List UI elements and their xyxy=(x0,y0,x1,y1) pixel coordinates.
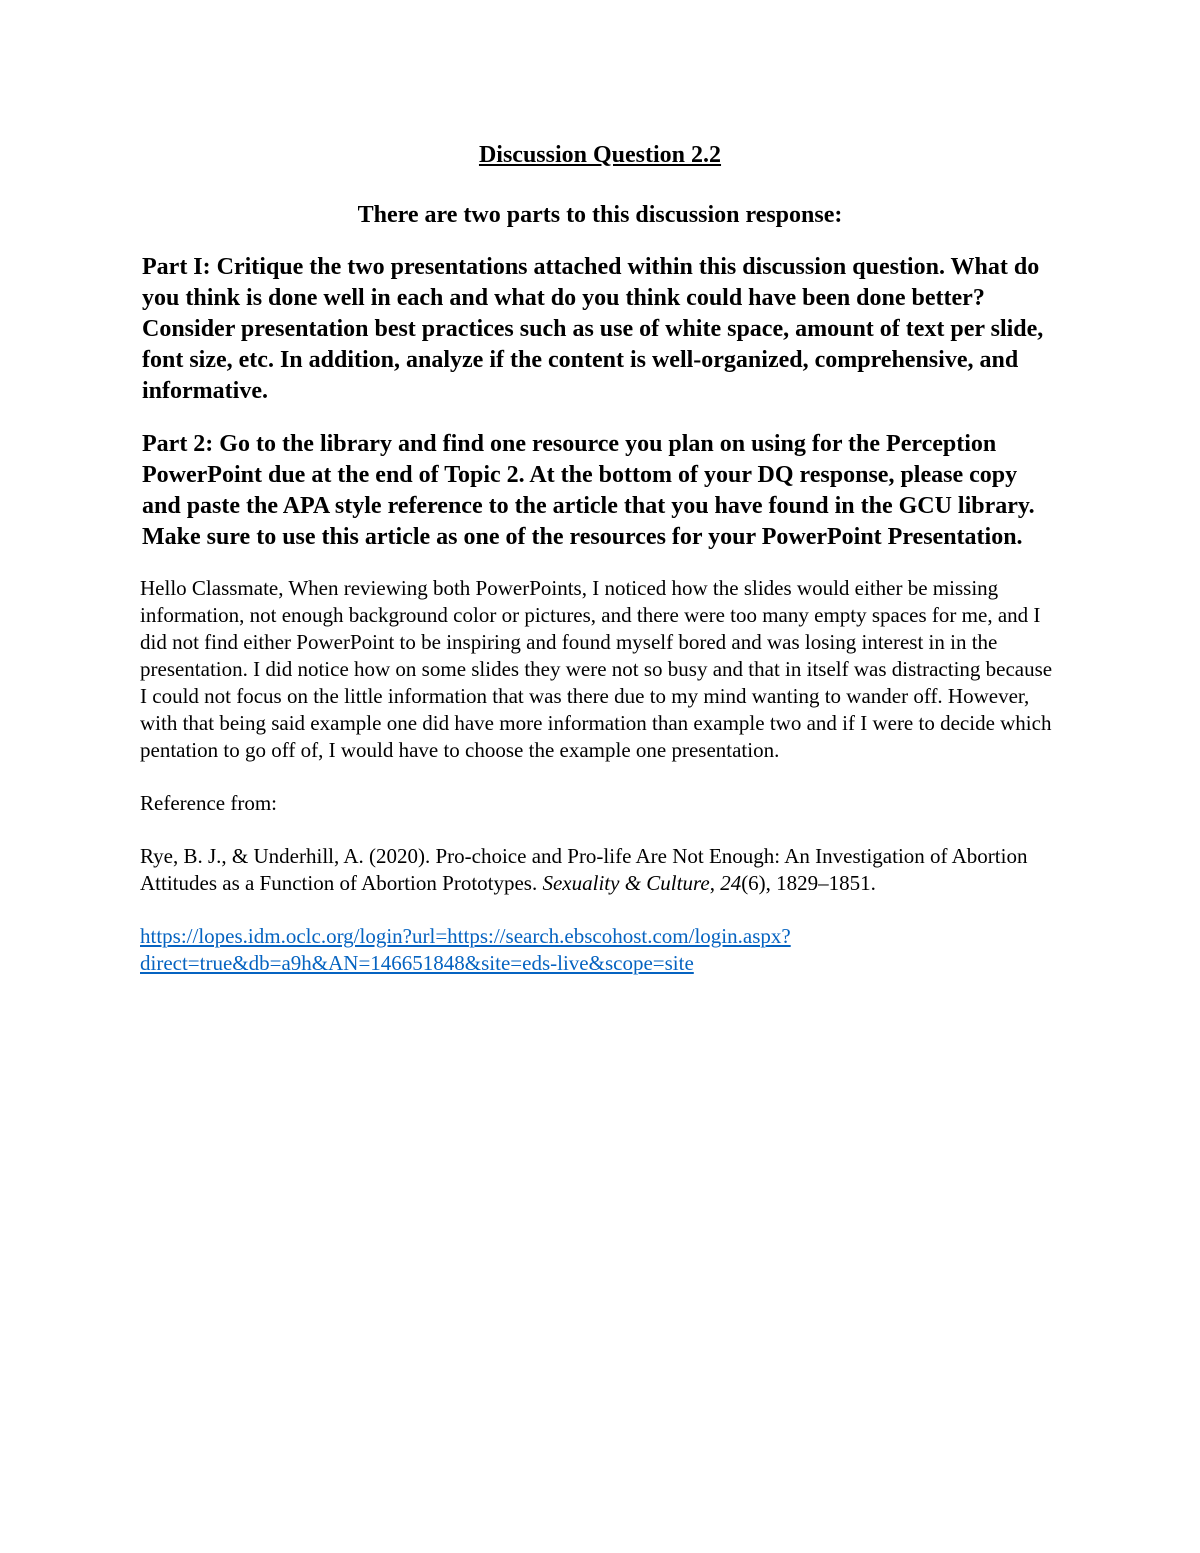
citation-journal: Sexuality & Culture xyxy=(542,871,710,895)
citation-authors-title: Rye, B. J., & Underhill, A. (2020). Pro-choice and Pro-life Are Not Enough: An Investigation of Abortion Attitudes as a Function of Abortion Prototypes. xyxy=(140,844,1028,895)
citation-volume: 24 xyxy=(720,871,742,895)
prompt-part-2: Part 2: Go to the library and find one resource you plan on using for the Perception PowerPoint due at the end of Topic 2. At the bottom of your DQ response, please copy and paste the APA style reference to the article that you have found in the GCU library. Make sure to use this article as one of the resources for your PowerPoint Presentation. xyxy=(142,431,1035,550)
citation-separator: , xyxy=(709,871,721,895)
reference-link-line-2[interactable]: direct=true&db=a9h&AN=146651848&site=eds-live&scope=site xyxy=(140,951,694,975)
citation-issue-pages: (6), 1829–1851. xyxy=(741,871,876,895)
reference-citation xyxy=(140,843,1060,897)
reference-label: Reference from: xyxy=(140,791,278,815)
reference-link-line-1[interactable]: https://lopes.idm.oclc.org/login?url=https://search.ebscohost.com/login.aspx? xyxy=(140,924,791,948)
prompt-part-1: Part I: Critique the two presentations attached within this discussion question. What do you think is done well in each and what do you think could have been done better? Consider presentation best practices such as use of white space, amount of text per slide, font size, etc. In addition, analyze if the content is well-organized, comprehensive, and informative. xyxy=(142,254,1044,404)
response-paragraph: Hello Classmate, When reviewing both PowerPoints, I noticed how the slides would either be missing information, not enough background color or pictures, and there were too many empty spaces for me, and I did not find either PowerPoint to be inspiring and found myself bored and was losing interest in in the presentation. I did notice how on some slides they were not so busy and that in itself was distracting because I could not focus on the little information that was there due to my mind wanting to wander off. However, with that being said example one did have more information than example two and if I were to decide which pentation to go off of, I would have to choose the example one presentation. xyxy=(140,576,1053,762)
document-title: Discussion Question 2.2 xyxy=(478,142,722,168)
document-subtitle: There are two parts to this discussion response: xyxy=(357,202,843,228)
document-page xyxy=(140,140,1060,977)
reference-link[interactable] xyxy=(140,923,1060,977)
